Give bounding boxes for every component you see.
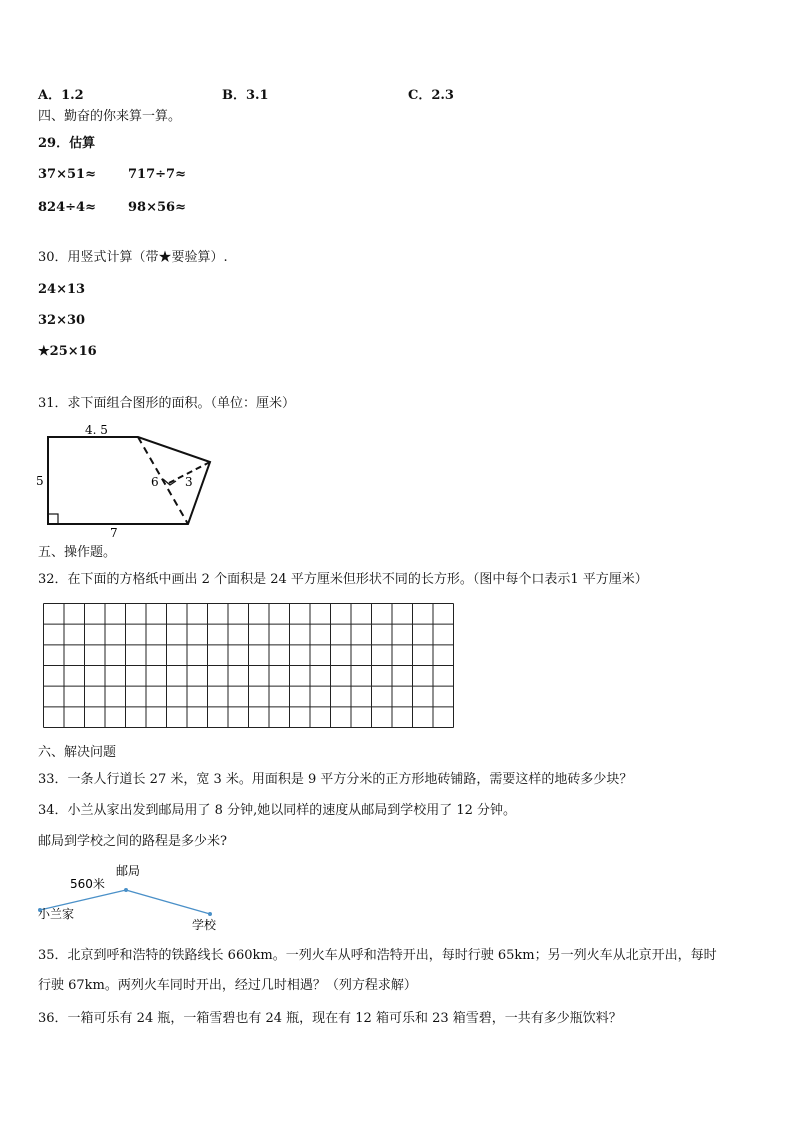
label-height: 3	[185, 475, 193, 489]
route-diagram	[34, 858, 244, 936]
route-post-school	[126, 890, 210, 914]
square-grid-paper[interactable]	[42, 602, 456, 736]
right-angle-mark	[48, 514, 58, 524]
post-office-label: 邮局	[116, 864, 141, 878]
q32-title: 32．在下面的方格纸中画出 2 个面积是 24 平方厘米但形状不同的长方形。（图中每个口表示1 平方厘米）	[38, 572, 648, 587]
q30-title: 30．用竖式计算（带★要验算）.	[38, 250, 228, 265]
composite-shape-figure	[30, 420, 230, 540]
school-label: 学校	[192, 918, 217, 932]
q33-text: 33．一条人行道长 27 米，宽 3 米。用面积是 9 平方分米的正方形地砖铺路，需要这样的地砖多少块？	[38, 772, 633, 787]
section-6-heading: 六、解决问题	[38, 745, 117, 760]
q35-line-1: 35．北京到呼和浩特的铁路线长 660km。一列火车从呼和浩特开出，每时行驶 65km；另一列火车从北京开出，每时	[38, 948, 717, 963]
q29-title: 29．估算	[38, 136, 96, 151]
q34-line-2: 邮局到学校之间的路程是多少米?	[38, 834, 227, 849]
q35-line-2: 行驶 67km。两列火车同时开出，经过几时相遇？（列方程求解）	[38, 978, 417, 993]
label-diagonal: 6	[151, 475, 159, 489]
option-c: C．2.3	[408, 88, 454, 103]
diagonal-dashed-line	[138, 437, 188, 524]
option-b: B．3.1	[222, 88, 269, 103]
label-left: 5	[36, 474, 44, 488]
q30-item-3: ★25×16	[38, 344, 97, 359]
q30-item-1: 24×13	[38, 282, 86, 297]
q29-item-4: 98×56≈	[128, 200, 186, 215]
label-bottom: 7	[110, 526, 118, 540]
option-a: A．1.2	[38, 88, 84, 103]
q36-text: 36．一箱可乐有 24 瓶，一箱雪碧也有 24 瓶，现在有 12 箱可乐和 23 箱雪碧，一共有多少瓶饮料？	[38, 1011, 622, 1026]
section-4-heading: 四、勤奋的你来算一算。	[38, 109, 182, 124]
q31-title: 31．求下面组合图形的面积。（单位：厘米）	[38, 396, 296, 411]
q29-item-3: 824÷4≈	[38, 200, 96, 215]
home-label: 小兰家	[38, 907, 75, 921]
q29-item-1: 37×51≈	[38, 167, 96, 182]
post-office-point	[124, 888, 128, 892]
q29-item-2: 717÷7≈	[128, 167, 186, 182]
section-5-heading: 五、操作题。	[38, 545, 117, 560]
q34-line-1: 34．小兰从家出发到邮局用了 8 分钟,她以同样的速度从邮局到学校用了 12 分钟。	[38, 803, 517, 818]
school-point	[208, 912, 212, 916]
distance-label: 560米	[70, 877, 105, 891]
q30-item-2: 32×30	[38, 313, 86, 328]
label-top: 4. 5	[85, 423, 108, 437]
